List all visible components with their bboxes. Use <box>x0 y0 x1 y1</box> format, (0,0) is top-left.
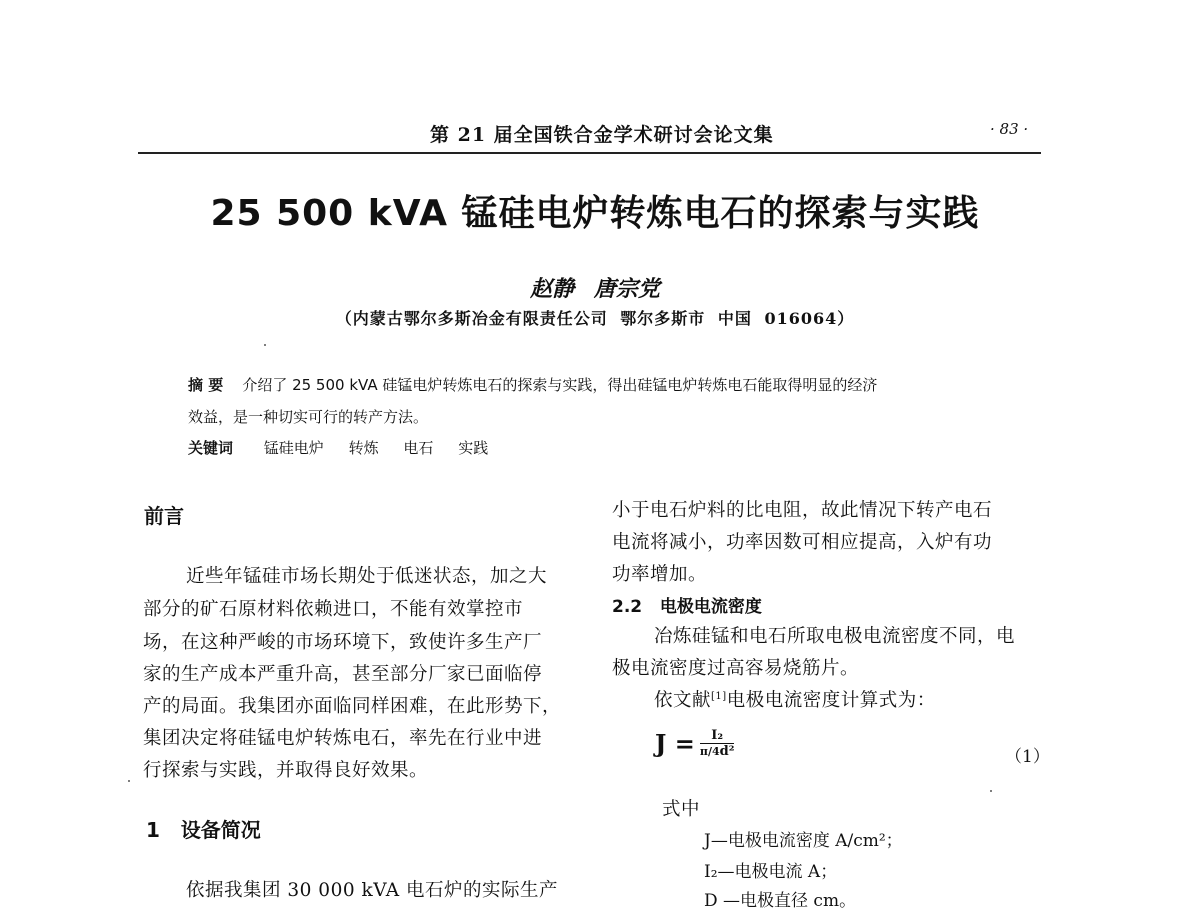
section-1-line: 依据我集团 30 000 kVA 电石炉的实际生产 <box>186 880 559 901</box>
intro-line: 集团决定将硅锰电炉转炼电石，率先在行业中进 <box>143 728 543 749</box>
para-line: 极电流密度过高容易烧筋片。 <box>612 658 860 679</box>
intro-line: 家的生产成本严重升高，甚至部分厂家已面临停 <box>143 664 543 685</box>
subsection-2-2-heading: 2.2 电极电流密度 <box>612 597 762 617</box>
variable-J: J—电极电流密度 A/cm²； <box>704 831 903 851</box>
keywords-line <box>188 437 508 458</box>
equation-number: （1） <box>1005 747 1050 767</box>
page-number: · 83 · <box>990 120 1029 138</box>
scan-speck <box>990 790 992 792</box>
citation-mark: [1] <box>711 690 727 702</box>
paper-title: 25 500 kVA 锰硅电炉转炼电石的探索与实践 <box>210 193 980 234</box>
keywords-label: 关键词 <box>188 439 234 457</box>
abstract-label: 摘 要 <box>188 376 224 394</box>
ref-text-pre: 依文献 <box>654 690 712 711</box>
intro-line: 行探索与实践，并取得良好效果。 <box>143 760 429 781</box>
running-header-title: 第 21 届全国铁合金学术研讨会论文集 <box>430 124 774 146</box>
equation-lhs: J = <box>655 729 695 758</box>
ref-text-post: 电极电流密度计算式为： <box>726 690 936 711</box>
equation-d-squared: d² <box>719 744 735 759</box>
intro-line: 部分的矿石原材料依赖进口，不能有效掌控市 <box>143 599 524 620</box>
variable-I2: I₂—电极电流 A； <box>704 862 838 882</box>
para-line: 冶炼硅锰和电石所取电极电流密度不同，电 <box>654 626 1016 647</box>
equation-1 <box>655 728 734 759</box>
author-affiliation: （内蒙古鄂尔多斯冶金有限责任公司 鄂尔多斯市 中国 016064） <box>335 309 855 328</box>
abstract-line-1 <box>188 374 877 395</box>
keyword: 锰硅电炉 <box>263 439 324 457</box>
intro-line: 产的局面。我集团亦面临同样困难，在此形势下， <box>143 696 562 717</box>
intro-heading: 前言 <box>144 504 184 528</box>
abstract-line-2: 效益，是一种切实可行的转产方法。 <box>188 408 429 426</box>
equation-numerator: I₂ <box>700 728 735 744</box>
reference-line <box>654 686 936 712</box>
equation-denominator <box>700 744 735 759</box>
equation-pi-over-4: π/4 <box>699 745 720 758</box>
cont-line: 小于电石炉料的比电阻，故此情况下转产电石 <box>612 500 993 521</box>
cont-line: 电流将减小，功率因数可相应提高，入炉有功 <box>612 532 993 553</box>
intro-line: 场，在这种严峻的市场环境下，致使许多生产厂 <box>143 632 543 653</box>
keyword: 实践 <box>458 439 489 457</box>
cont-line: 功率增加。 <box>612 564 708 585</box>
equation-fraction <box>700 728 735 759</box>
keyword: 转炼 <box>348 439 379 457</box>
scan-speck <box>264 344 266 346</box>
intro-line: 近些年锰硅市场长期处于低迷状态，加之大 <box>186 566 548 587</box>
variable-D: D —电极直径 cm。 <box>704 891 857 911</box>
where-label: 式中 <box>662 799 701 820</box>
scan-speck <box>128 780 130 782</box>
paper-authors: 赵静 唐宗党 <box>530 276 660 302</box>
abstract-text-1: 介绍了 25 500 kVA 硅锰电炉转炼电石的探索与实践，得出硅锰电炉转炼电石能取得明显的经济 <box>242 376 878 394</box>
header-divider <box>138 152 1041 154</box>
keyword: 电石 <box>403 439 434 457</box>
section-1-heading: 1 设备简况 <box>146 818 261 842</box>
